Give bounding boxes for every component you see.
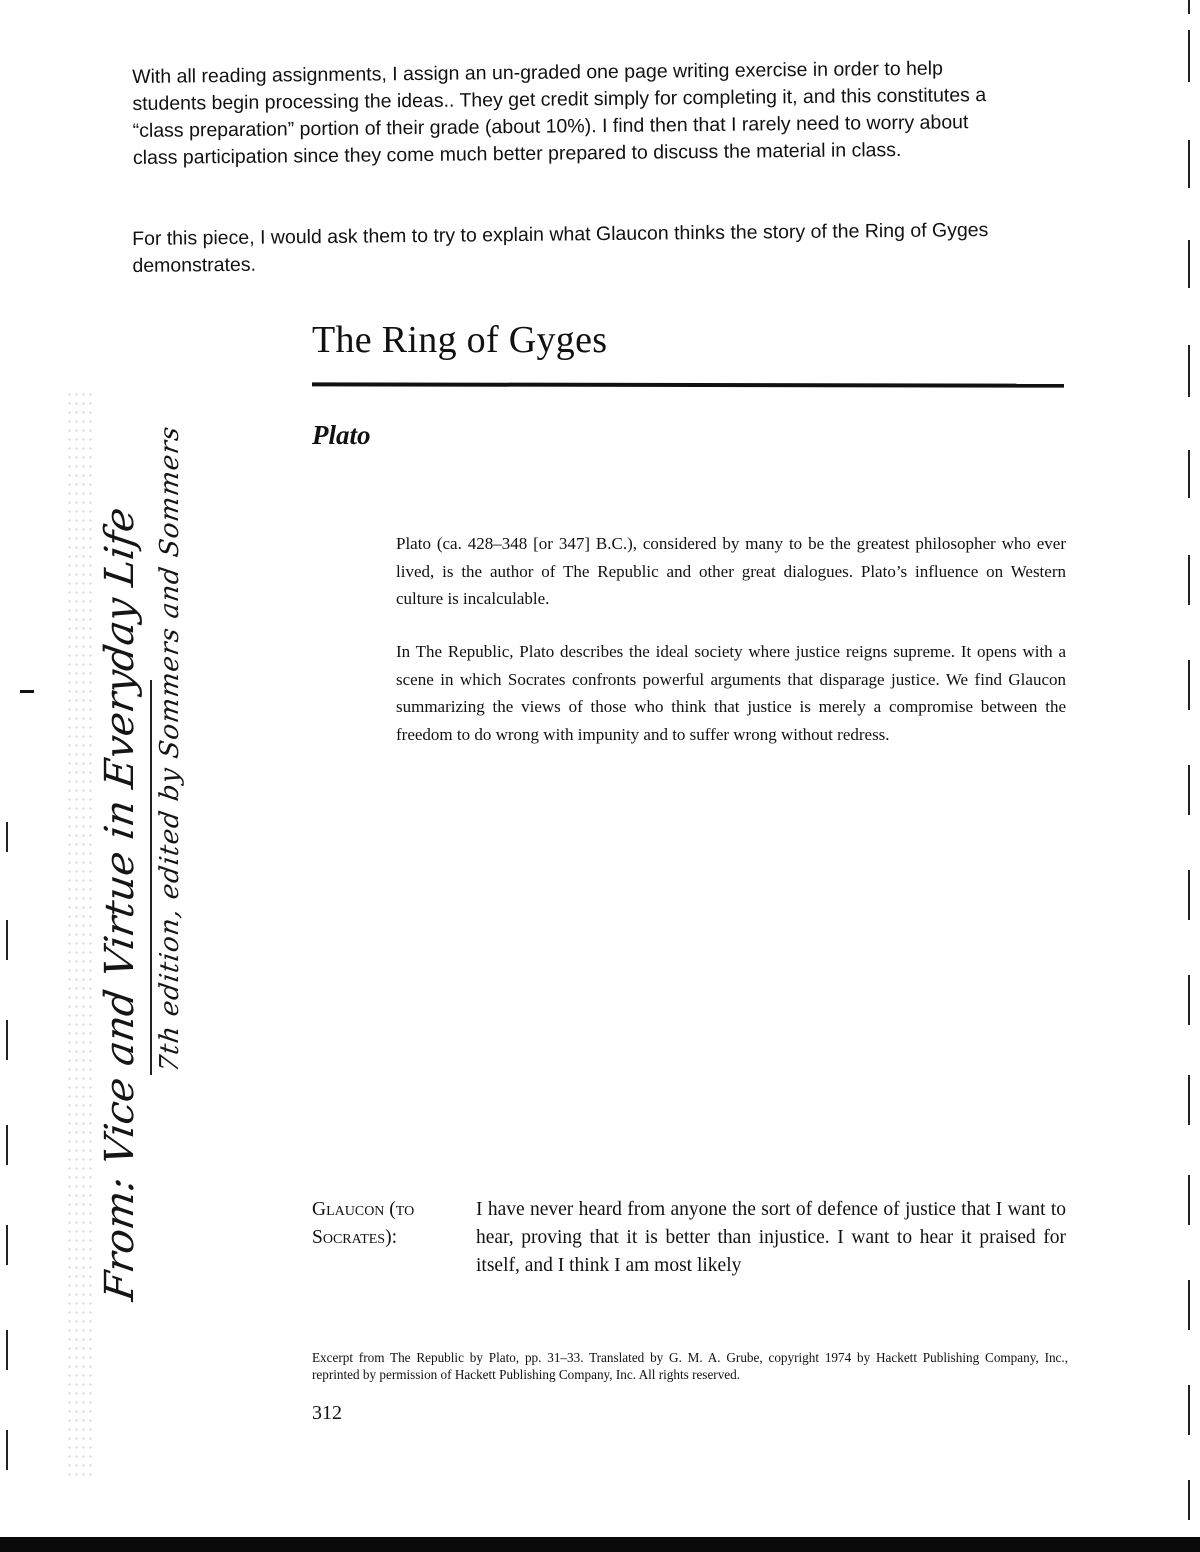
- scan-edge-mark: [1188, 1385, 1190, 1435]
- scan-speckle: [66, 390, 96, 1480]
- scan-edge-mark: [1188, 975, 1190, 1025]
- scan-edge-mark: [1188, 345, 1190, 397]
- handwritten-underline: [150, 680, 152, 1075]
- scan-edge-mark: [1188, 1480, 1190, 1520]
- scan-edge-mark: [1188, 660, 1190, 710]
- scan-bottom-edge: [0, 1537, 1200, 1552]
- scan-edge-mark: [1188, 1175, 1190, 1225]
- teacher-note-paragraph-2: For this piece, I would ask them to try to explain what Glaucon thinks the story of the Ring of Gyges demonstrates.: [132, 219, 989, 277]
- scan-edge-mark: [1188, 1280, 1190, 1330]
- chapter-author: Plato: [312, 420, 371, 450]
- scan-edge-mark: [1188, 870, 1190, 920]
- scan-edge-mark: [6, 1125, 8, 1165]
- chapter-title: The Ring of Gyges: [312, 319, 608, 361]
- scan-edge-mark: [1188, 450, 1190, 498]
- dialogue-text: I have never heard from anyone the sort of defence of justice that I want to hear, proving that it is better than injustice. I want to hear it praised for itself, and I think I am most likely: [476, 1199, 1066, 1276]
- handwritten-source-title: From: Vice and Virtue in Everyday Life: [97, 504, 143, 1304]
- scan-edge-mark: [6, 920, 8, 960]
- scan-edge-mark: [1188, 30, 1190, 82]
- handwritten-edition: 7th edition, edited by Sommers and Sommers: [155, 423, 185, 1075]
- scan-edge-mark: [6, 1225, 8, 1265]
- scan-edge-mark: [6, 1330, 8, 1370]
- scan-edge-mark: [6, 1020, 8, 1060]
- intro-paragraph-2: In The Republic, Plato describes the ideal society where justice reigns supreme. It opens with a scene in which Socrates confronts powerful arguments that disparage justice. We find Glaucon summarizing the views of those who think that justice is merely a compromise between the freedom to do wrong with impunity and to suffer wrong without redress.: [396, 642, 1066, 744]
- handwritten-note: [97, 423, 185, 1304]
- scan-edge-mark: [6, 822, 8, 852]
- dialogue-speaker: Glaucon (to Socrates):: [312, 1199, 415, 1248]
- scan-edge-mark: [1188, 0, 1190, 14]
- scan-edge-mark: [1188, 140, 1190, 188]
- title-rule: [312, 382, 1064, 387]
- teacher-note-paragraph-1: With all reading assignments, I assign an un-graded one page writing exercise in order to help students begin processing the ideas.. They get credit simply for completing it, and this constitutes a “class preparation” portion of their grade (about 10%). I find then that I rarely need to worry about class participation since they come much better prepared to discuss the material in class.: [132, 57, 987, 169]
- scan-edge-mark: [1188, 555, 1190, 605]
- scan-edge-mark: [1188, 240, 1190, 288]
- page-number: 312: [312, 1402, 342, 1424]
- scan-edge-mark: [6, 1430, 8, 1470]
- scan-edge-mark: [1188, 765, 1190, 815]
- copyright-credit: Excerpt from The Republic by Plato, pp. 31–33. Translated by G. M. A. Grube, copyright 1974 by Hackett Publishing Company, Inc., reprinted by permission of Hackett Publishing Company, Inc. All rights reserved.: [312, 1350, 1068, 1382]
- intro-paragraph-1: Plato (ca. 428–348 [or 347] B.C.), considered by many to be the greatest philosopher who ever lived, is the author of The Republic and other great dialogues. Plato’s influence on Western culture is incalculable.: [396, 534, 1066, 608]
- scan-edge-mark: [1188, 1075, 1190, 1125]
- scan-mark: [20, 690, 34, 693]
